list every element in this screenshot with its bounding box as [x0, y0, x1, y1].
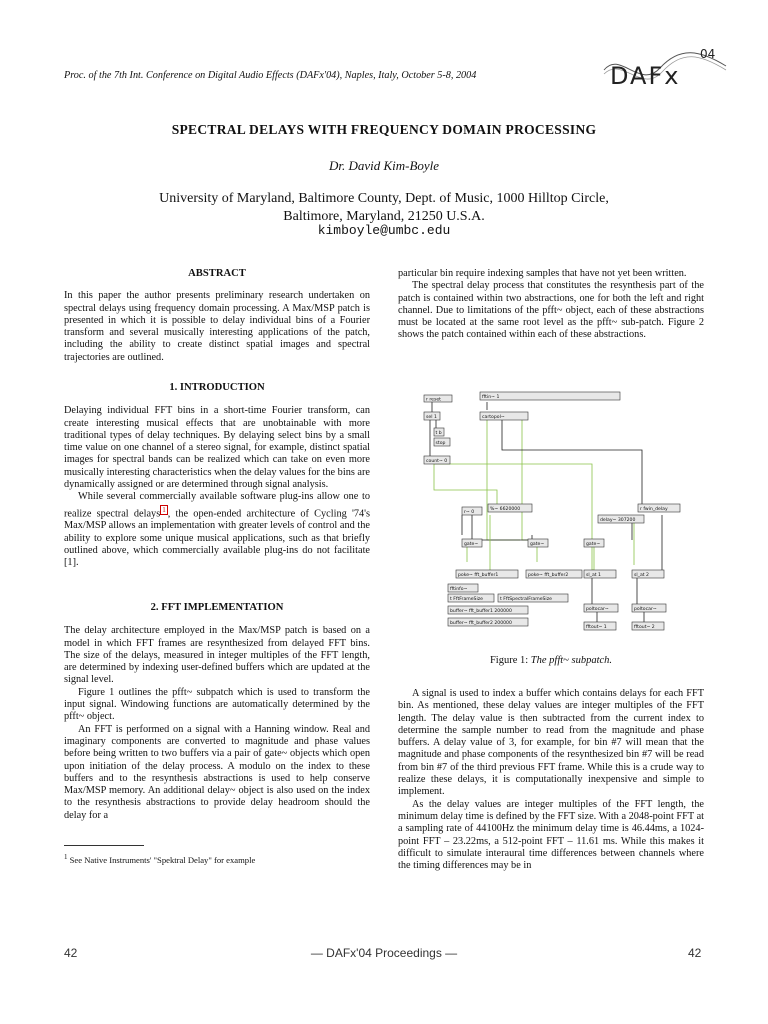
right-column-top: [398, 268, 704, 342]
max-object-label: r~ 0: [464, 510, 475, 515]
max-object-label: stop: [435, 441, 446, 446]
max-object-label: fftinfo~: [450, 587, 468, 592]
author-name: Dr. David Kim-Boyle: [328, 158, 440, 173]
max-object-label: count~ 0: [426, 459, 448, 464]
intro-paragraph-1: Delaying individual FFT bins in a short-time Fourier transform, can create interesting musical effects that are unobtainable with more traditional types of delay techniques. By delaying select bins by a small time value on one channel of a stereo signal, for example, distinct spatial images for spectral bands can be realized which can take on even more musically interesting characteristics when the delay values for the bins are dynamically assigned or are determined through signal analysis.: [64, 405, 370, 491]
right-paragraph-4: As the delay values are integer multiples of the FFT length, the minimum delay time is defined by the FFT size. With a 2048-point FFT at a sampling rate of 44100Hz the minimum delay time is 46.44ms, a 1024-point FFT – 23.22ms, a 512-point FFT – 11.61 ms. While this makes it difficult to simulate interaural time differences between channels where the timing differences may be in: [398, 798, 704, 872]
abstract-heading: ABSTRACT: [188, 268, 246, 279]
abstract-text: In this paper the author presents preliminary research undertaken on spectral delays using frequency domain processing. A Max/MSP patch is presented in which it is possible to delay individual bins of a Fourier transform and several musically interesting applications of the patch, including the ability to create distinct spatial images and spectral trajectories are outlined.: [64, 290, 370, 363]
right-paragraph-2: The spectral delay process that constitutes the resynthesis part of the patch is contained within two abstractions, one for both the left and right channel. Due to limitations of the pfft~ object, each of these abstractions must be located at the same root level as the pfft~ sub-patch. Figure 2 shows the patch contained within each of these abstractions.: [398, 280, 704, 341]
max-object-label: gate~: [586, 542, 601, 547]
abstract-section: [64, 268, 370, 364]
proceedings-footer: — DAFx'04 Proceedings —: [310, 946, 458, 960]
footnote-mark: 1: [64, 853, 68, 861]
figure-caption: Figure 1: The pfft~ subpatch.: [489, 655, 613, 666]
introduction-heading: 1. INTRODUCTION: [169, 382, 265, 393]
max-object-label: buffer~ fft_buffer1 200000: [450, 609, 512, 614]
fft-paragraph-3: An FFT is performed on a signal with a Hanning window. Real and imaginary components are converted to magnitude and phase values before being written to two buffers via a pair of gate~ objects which open upon initiation of the delay process. A modulo on the index to these buffers and to the resynthesis abstractions is used to help conserve Max/MSP memory. An additional delay~ object is also used on the index to the resynthesis abstractions to provide delay headroom should the delay for a: [64, 723, 370, 821]
page-number-left: 42: [64, 946, 78, 960]
logo-year: 04: [700, 47, 716, 61]
max-object-label: sl_at 2: [634, 573, 649, 578]
max-object-label: delay~ 307200: [600, 518, 636, 523]
max-object-label: poltocar~: [634, 607, 657, 612]
footnote: [64, 853, 255, 865]
max-object-label: t b: [435, 431, 442, 436]
max-object-label: gate~: [530, 542, 545, 547]
max-object-label: fftin~ 1: [482, 395, 500, 400]
affiliation-line-1: University of Maryland, Baltimore County, Dept. of Music, 1000 Hilltop Circle,: [159, 191, 609, 206]
max-object-label: sl_at 1: [586, 573, 601, 578]
max-object-label: t FftFrameSize: [450, 597, 483, 602]
introduction-section: [64, 382, 370, 570]
max-object-label: poke~ fft_buffer2: [528, 573, 569, 578]
intro-paragraph-2: While several commercially available software plug-ins allow one to realize spectral delays $^1$ , the open-ended architecture of Cycling '74's Max/MSP allows an implementation with greater levels of control and the ability to explore some unique musical applications, such as that briefly outlined above, which commercially available plug-ins do not facilitate [1].: [64, 491, 370, 569]
max-object-label: r fwin_delay: [640, 507, 668, 512]
fft-paragraph-2: Figure 1 outlines the pfft~ subpatch which is used to transform the input signal. Windowing functions are automatically determined by the pfft~ object.: [64, 686, 370, 723]
max-object-label: cartopol~: [482, 415, 505, 420]
affiliation: [100, 190, 668, 226]
author-email[interactable]: kimboyle@umbc.edu: [317, 223, 451, 238]
page-number-right: 42: [688, 946, 702, 960]
dafx-logo: [600, 40, 730, 96]
fft-implementation-section: [64, 602, 370, 822]
max-object: [480, 392, 620, 400]
affiliation-line-2: Baltimore, Maryland, 21250 U.S.A.: [283, 209, 485, 224]
max-object-label: t FftSpectralFrameSize: [500, 597, 552, 602]
max-object-label: poke~ fft_buffer1: [458, 573, 499, 578]
fft-paragraph-1: The delay architecture employed in the Max/MSP patch is based on a model in which FFT frames are resynthesized from delayed FFT bins. The size of the delays, measured in integer multiples of the FFT length, are determined by indexing user-defined buffers which are updated at the signal level.: [64, 625, 370, 686]
max-object-label: gate~: [464, 542, 479, 547]
max-object-label: sel 1: [426, 415, 437, 420]
footnote-text: See Native Instruments' "Spektral Delay" for example: [69, 854, 256, 865]
right-paragraph-3: A signal is used to index a buffer which contains delays for each FFT bin. As mentioned, these delay values are integer multiples of the FFT length. The delay value is then subtracted from the current index to determine the sample number to read from the magnitude and phase buffers. A delay value of 3, for example, for bin #7 will mean that the magnitude and phase components of the resynthesized bin #7 will be read from bin #7 of the third previous FFT frame. While this is a crude way to realize these delays, it is computationally inexpensive and simple to implement.: [398, 688, 704, 798]
max-object-label: r reset: [426, 397, 441, 403]
conference-header: Proc. of the 7th Int. Conference on Digital Audio Effects (DAFx'04), Naples, Italy, October 5-8, 2004: [64, 70, 477, 81]
max-object-label: %~ 6620000: [490, 507, 521, 512]
footnote-rule: [64, 845, 144, 846]
right-column-bottom: [398, 688, 704, 872]
footnote-reference[interactable]: 1: [162, 505, 166, 514]
max-object-label: poltocar~: [586, 607, 609, 612]
max-object-label: fftout~ 2: [634, 625, 655, 630]
right-paragraph-1: particular bin require indexing samples that have not yet been written.: [398, 268, 687, 279]
paper-title: SPECTRAL DELAYS WITH FREQUENCY DOMAIN PROCESSING: [171, 122, 597, 137]
fft-heading: 2. FFT IMPLEMENTATION: [150, 602, 284, 613]
pfft-subpatch-figure: [412, 390, 692, 635]
logo-text: DAFx: [610, 62, 681, 90]
max-object-label: buffer~ fft_buffer2 200000: [450, 621, 512, 626]
max-object-label: fftout~ 1: [586, 625, 607, 630]
